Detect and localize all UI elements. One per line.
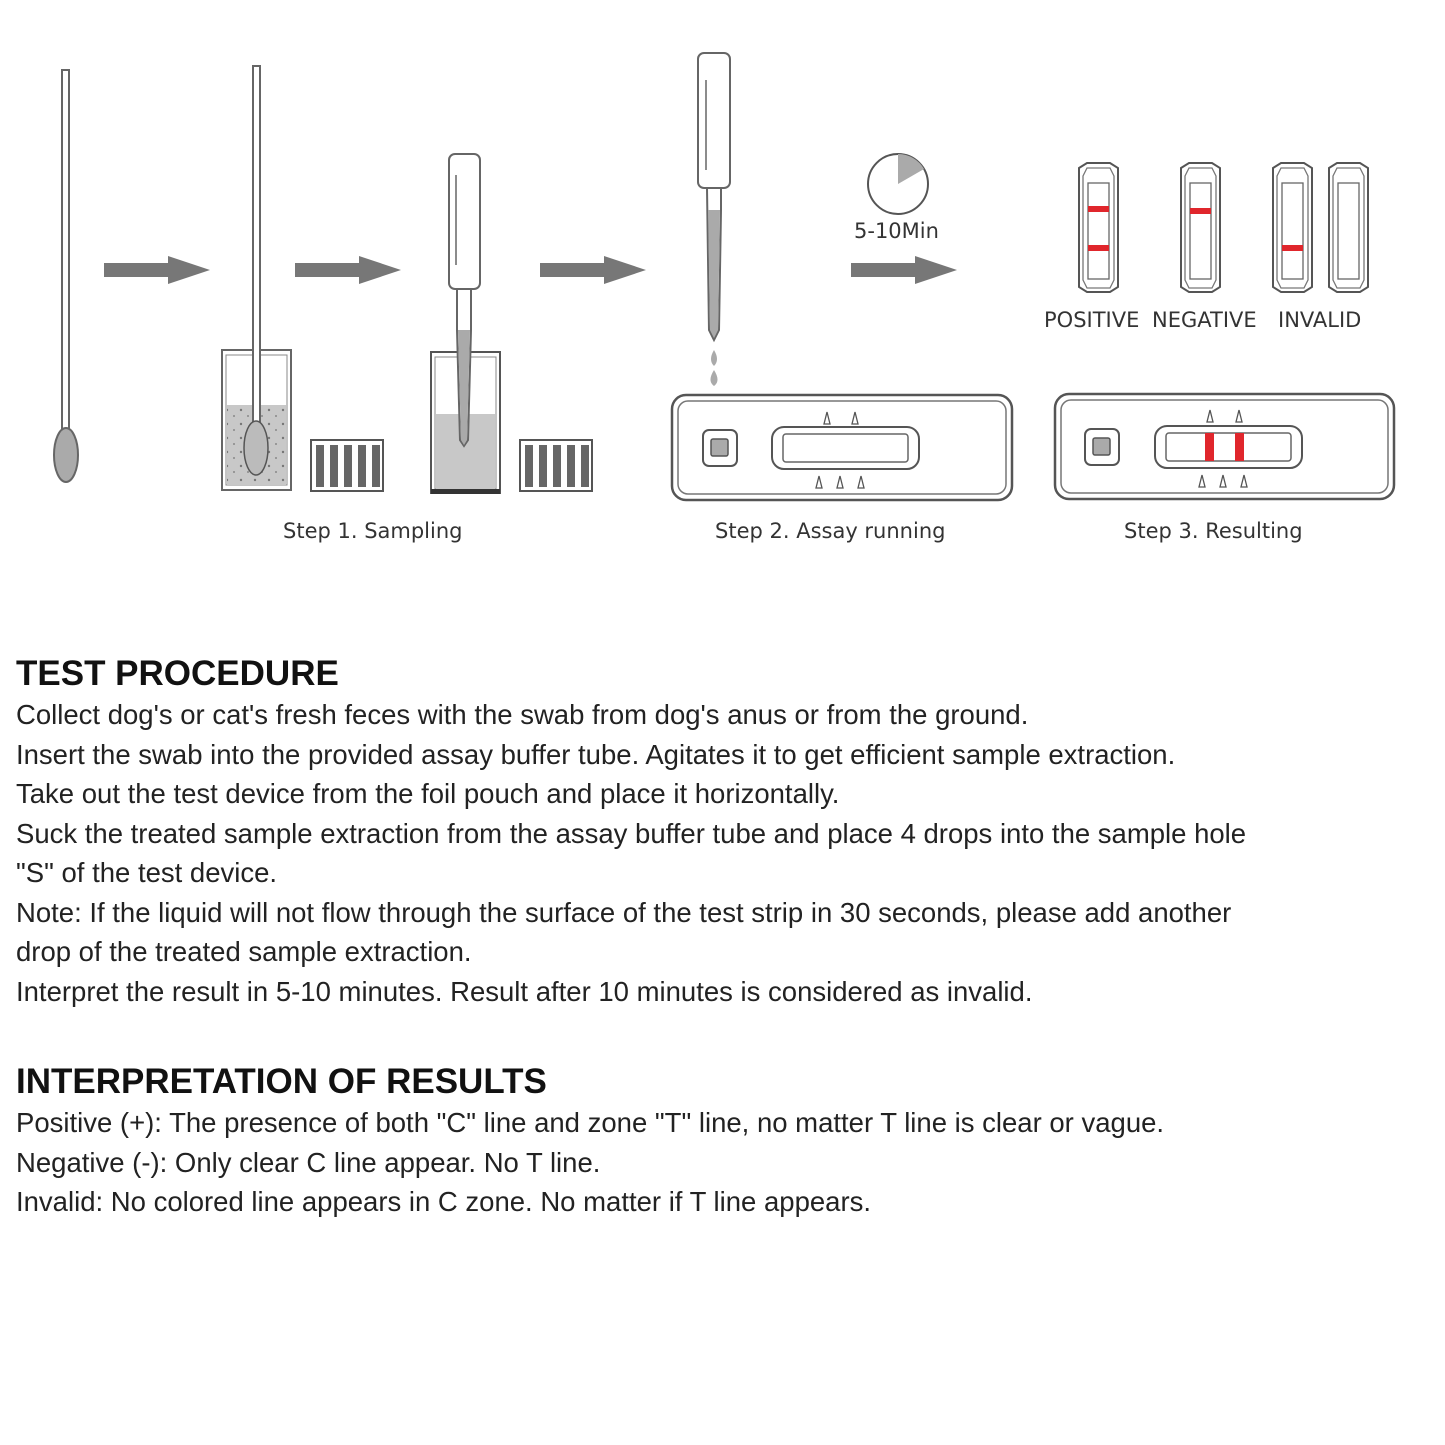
- timer-label: 5-10Min: [854, 219, 939, 243]
- procedure-line: Suck the treated sample extraction from the assay buffer tube and place 4 drops into the sample hole: [16, 817, 1247, 849]
- interpretation-line: Invalid: No colored line appears in C zone. No matter if T line appears.: [16, 1186, 871, 1217]
- positive-strip-icon: [1079, 163, 1118, 292]
- interpretation-line: Positive (+): The presence of both "C" line and zone "T" line, no matter T line is clear or vague.: [16, 1107, 1165, 1138]
- interpretation-line: Negative (-): Only clear C line appear. No T line.: [16, 1146, 601, 1178]
- procedure-line: Interpret the result in 5-10 minutes. Result after 10 minutes is considered as invalid.: [16, 975, 1033, 1007]
- dropper-icon: [698, 53, 730, 386]
- arrow-icon: [295, 256, 401, 284]
- step-3-label: Step 3. Resulting: [1124, 519, 1303, 543]
- interpretation-heading: INTERPRETATION OF RESULTS: [16, 1062, 547, 1101]
- test-procedure-section: [16, 653, 1436, 1011]
- timer-icon: [868, 154, 928, 214]
- invalid-strip-icon: [1329, 163, 1368, 292]
- step-2-label: Step 2. Assay running: [715, 519, 946, 543]
- swab-icon: [54, 70, 78, 482]
- procedure-line: Take out the test device from the foil pouch and place it horizontally.: [16, 778, 840, 809]
- buffer-tube-with-dropper-icon: [431, 154, 500, 494]
- procedure-line: "S" of the test device.: [16, 857, 278, 888]
- test-procedure-heading: TEST PROCEDURE: [16, 654, 339, 693]
- negative-strip-icon: [1181, 163, 1220, 292]
- positive-label: POSITIVE: [1044, 308, 1140, 332]
- step-1-label: Step 1. Sampling: [283, 519, 463, 543]
- invalid-strip-icon: [1273, 163, 1312, 292]
- buffer-tube-with-swab-icon: [222, 66, 291, 490]
- procedure-line: Note: If the liquid will not flow through the surface of the test strip in 30 seconds, please add another: [16, 896, 1232, 928]
- procedure-line: Collect dog's or cat's fresh feces with the swab from dog's anus or from the ground.: [16, 699, 1029, 730]
- arrow-icon: [851, 256, 957, 284]
- drop-icon: [711, 350, 717, 366]
- test-cassette-icon: [672, 395, 1012, 500]
- negative-label: NEGATIVE: [1152, 308, 1257, 332]
- invalid-label: INVALID: [1278, 308, 1362, 332]
- interpretation-section: [16, 1061, 1436, 1222]
- drop-icon: [711, 370, 718, 386]
- test-cassette-icon: [1055, 394, 1394, 499]
- arrow-icon: [104, 256, 210, 284]
- test-kit-pack-icon: [311, 440, 383, 491]
- procedure-line: drop of the treated sample extraction.: [16, 936, 472, 967]
- procedure-diagram: [0, 0, 1445, 600]
- test-kit-pack-icon: [520, 440, 592, 491]
- arrow-icon: [540, 256, 646, 284]
- procedure-line: Insert the swab into the provided assay buffer tube. Agitates it to get efficient sample extraction.: [16, 738, 1176, 770]
